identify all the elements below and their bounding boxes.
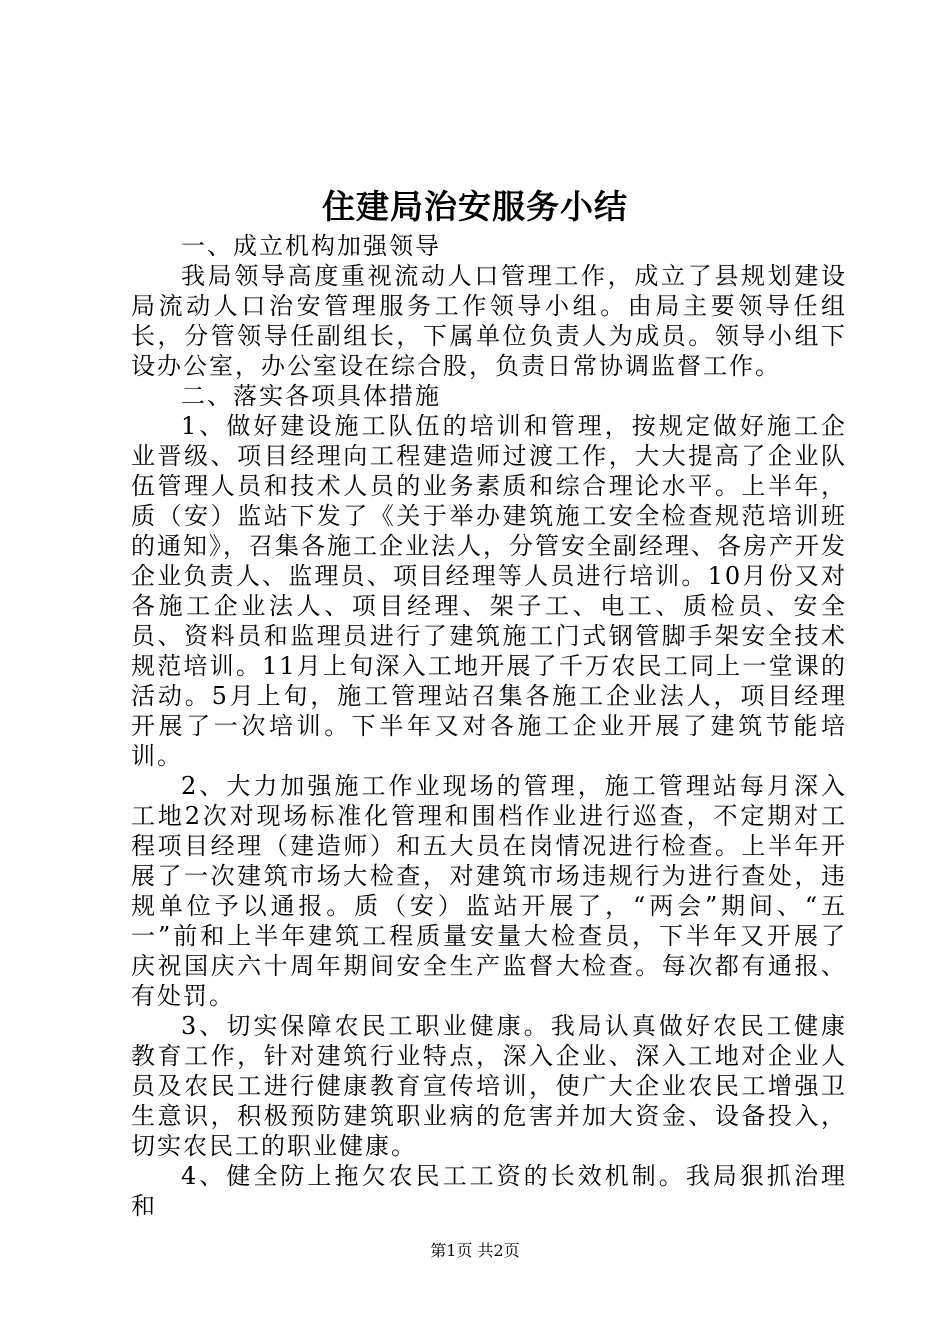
document-title: 住建局治安服务小结 (322, 187, 628, 226)
section-heading-2: 二、落实各项具体措施 (181, 382, 441, 410)
document-body (131, 231, 847, 1221)
paragraph-organization: 我局领导高度重视流动人口管理工作，成立了县规划建设局流动人口治安管理服务工作领导小组。由局主要领导任组长，分管领导任副组长，下属单位负责人为成员。领导小组下设办公室，办公室设在综合股，负责日常协调监督工作。 (131, 262, 847, 380)
page-footer: 第1页 共2页 (430, 1241, 520, 1260)
section-heading-1: 一、成立机构加强领导 (181, 232, 441, 260)
paragraph-measure-1: 1、做好建设施工队伍的培训和管理，按规定做好施工企业晋级、项目经理向工程建造师过渡工作，大大提高了企业队伍管理人员和技术人员的业务素质和综合理论水平。上半年，质（安）监站下发了《关于举办建筑施工安全检查规范培训班的通知》，召集各施工企业法人，分管安全副经理、各房产开发企业负责人、监理员、项目经理等人员进行培训。10月份又对各施工企业法人、项目经理、架子工、电工、质检员、安全员、资料员和监理员进行了建筑施工门式钢管脚手架安全技术规范培训。11月上旬深入工地开展了千万农民工同上一堂课的活动。5月上旬，施工管理站召集各施工企业法人，项目经理开展了一次培训。下半年又对各施工企业开展了建筑节能培训。 (131, 412, 847, 770)
paragraph-measure-3: 3、切实保障农民工职业健康。我局认真做好农民工健康教育工作，针对建筑行业特点，深入企业、深入工地对企业人员及农民工进行健康教育宣传培训，使广大企业农民工增强卫生意识，积极预防建筑职业病的危害并加大资金、设备投入，切实农民工的职业健康。 (131, 1012, 847, 1160)
paragraph-measure-4: 4、健全防上拖欠农民工工资的长效机制。我局狠抓治理和 (131, 1162, 847, 1220)
paragraph-measure-2: 2、大力加强施工作业现场的管理，施工管理站每月深入工地2次对现场标准化管理和围档作业进行巡查，不定期对工程项目经理（建造师）和五大员在岗情况进行检查。上半年开展了一次建筑市场大检查，对建筑市场违规行为进行查处，违规单位予以通报。质（安）监站开展了，“两会”期间、“五一”前和上半年建筑工程质量安量大检查员，下半年又开展了庆祝国庆六十周年期间安全生产监督大检查。每次都有通报、有处罚。 (131, 772, 847, 1010)
